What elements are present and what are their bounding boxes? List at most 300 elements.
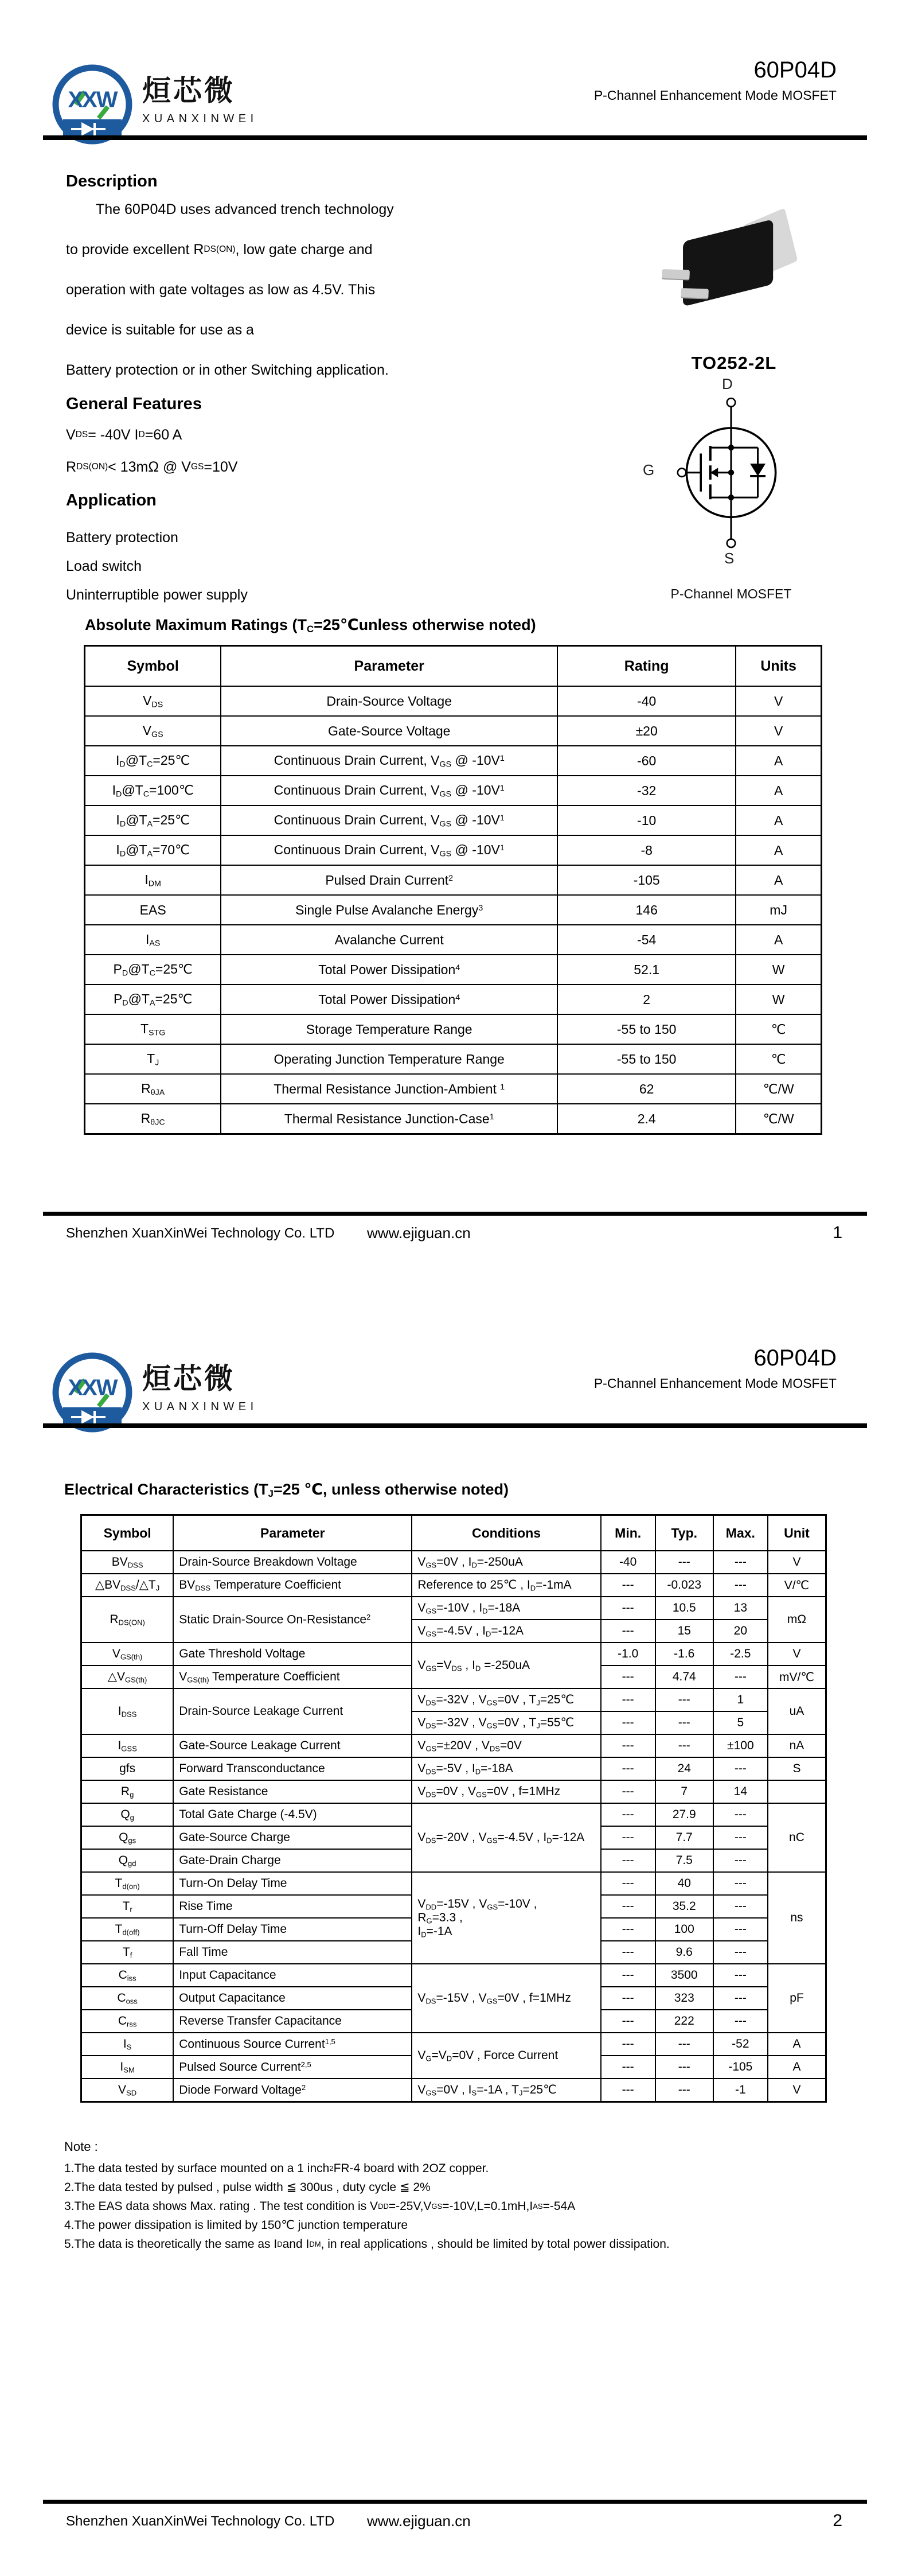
page-footer — [0, 2511, 910, 2534]
table-cell: ±100 — [713, 1734, 768, 1757]
table-row — [81, 1734, 826, 1757]
table-cell: $V_{GS}=V_{DS}$ , $I_D =-250uA$ — [412, 1643, 600, 1688]
page-number: 1 — [833, 1223, 842, 1242]
table-cell: 323 — [655, 1987, 713, 2010]
logo-xxw-text: XXW — [68, 87, 117, 112]
table-cell: EAS — [85, 895, 221, 925]
table-cell: --- — [713, 1987, 768, 2010]
table-cell: --- — [713, 1918, 768, 1941]
note-line: 3.The EAS data shows Max. rating . The test condition is V DD =-25V,V GS =-10V,L=0.1mH,I AS =-54A — [64, 2199, 576, 2213]
table-cell: --- — [601, 1574, 655, 1597]
table-cell: V/℃ — [768, 1574, 826, 1597]
electrical-characteristics-table — [80, 1514, 827, 2103]
table-cell: $R_{DS(ON)}$ — [81, 1597, 174, 1643]
table-cell: Reference to 25℃ , $I_D=-1mA$ — [412, 1574, 600, 1597]
table-cell: -1.6 — [655, 1643, 713, 1666]
table-cell: $I_{DM}$ — [85, 865, 221, 895]
table-cell: $V_{GS}$ — [85, 716, 221, 746]
description-line: operation with gate voltages as low as 4.5V. This — [66, 281, 376, 298]
table-cell: $Q_g$ — [81, 1803, 174, 1826]
table-row — [85, 985, 822, 1014]
table-cell: $P_D@T_C=25℃$ — [85, 955, 221, 985]
table-cell: 7 — [655, 1780, 713, 1803]
table-cell: --- — [655, 1711, 713, 1734]
table-cell: $I_D@T_A=70℃$ — [85, 835, 221, 865]
table-cell: --- — [601, 1620, 655, 1643]
table-cell: Reverse Transfer Capacitance — [173, 2010, 412, 2033]
header-part-block — [594, 1345, 837, 1391]
table-cell: pF — [768, 1964, 826, 2033]
table-cell: --- — [601, 2033, 655, 2056]
table-cell: Fall Time — [173, 1941, 412, 1964]
table-cell: 62 — [557, 1074, 736, 1104]
table-cell: Drain-Source Breakdown Voltage — [173, 1551, 412, 1574]
footer-website: www.ejiguan.cn — [367, 2512, 471, 2530]
table-cell: Total Power Dissipation$^4$ — [221, 955, 557, 985]
table-cell: --- — [601, 1803, 655, 1826]
table-cell: Gate Threshold Voltage — [173, 1643, 412, 1666]
table-row — [81, 1597, 826, 1620]
table-cell: 40 — [655, 1872, 713, 1895]
table-cell: A — [736, 746, 821, 776]
table-cell: Single Pulse Avalanche Energy$^3$ — [221, 895, 557, 925]
table-cell: ℃/W — [736, 1074, 821, 1104]
table-cell: $BV_{DSS}$ — [81, 1551, 174, 1574]
table-cell: --- — [713, 1964, 768, 1987]
application-item: Battery protection — [66, 529, 178, 546]
page-footer — [0, 1223, 910, 1246]
table-cell: A — [736, 865, 821, 895]
table-cell: -105 — [713, 2056, 768, 2079]
table-cell: $I_{SM}$ — [81, 2056, 174, 2079]
table-cell: Static Drain-Source On-Resistance$^2$ — [173, 1597, 412, 1643]
table-cell: Continuous Source Current$^{1,5}$ — [173, 2033, 412, 2056]
table-cell: -54 — [557, 925, 736, 955]
table-cell: Diode Forward Voltage$^2$ — [173, 2079, 412, 2102]
table-cell: Gate-Source Voltage — [221, 716, 557, 746]
table-row — [85, 1074, 822, 1104]
table-cell: $I_{GSS}$ — [81, 1734, 174, 1757]
table-cell: uA — [768, 1688, 826, 1734]
table-cell: Operating Junction Temperature Range — [221, 1044, 557, 1074]
table-cell: W — [736, 985, 821, 1014]
table-cell: --- — [601, 1666, 655, 1688]
table-cell: -1.0 — [601, 1643, 655, 1666]
table-cell: ns — [768, 1872, 826, 1964]
table-cell: $Q_{gd}$ — [81, 1849, 174, 1872]
datasheet-page-2 — [0, 1288, 910, 2576]
table-cell: -60 — [557, 746, 736, 776]
logo-xxw-text: XXW — [68, 1375, 117, 1400]
table-cell: 222 — [655, 2010, 713, 2033]
table-cell: 1 — [713, 1688, 768, 1711]
table-cell: -52 — [713, 2033, 768, 2056]
table-cell: --- — [655, 1551, 713, 1574]
table-cell: A — [768, 2056, 826, 2079]
description-line: Battery protection or in other Switching application. — [66, 361, 389, 378]
table-cell: $C_{rss}$ — [81, 2010, 174, 2033]
table-cell: Turn-Off Delay Time — [173, 1918, 412, 1941]
column-header: Unit — [768, 1515, 826, 1551]
table-cell: -32 — [557, 776, 736, 806]
table-cell: --- — [713, 1849, 768, 1872]
table-header-row — [85, 646, 822, 687]
table-row — [81, 2079, 826, 2102]
pin-label-drain: D — [722, 375, 733, 392]
application-heading: Application — [66, 491, 157, 509]
part-number: 60P04D — [753, 1345, 837, 1371]
table-row — [81, 1872, 826, 1895]
table-cell: --- — [601, 1987, 655, 2010]
column-header: Parameter — [221, 646, 557, 687]
table-cell: 3500 — [655, 1964, 713, 1987]
table-cell: 7.7 — [655, 1826, 713, 1849]
table-cell: Continuous Drain Current, $V_{GS}$ @ $-10V^1$ — [221, 806, 557, 835]
table-cell: Forward Transconductance — [173, 1757, 412, 1780]
table-cell: $\triangle BV_{DSS}/\triangle T_J$ — [81, 1574, 174, 1597]
table-cell: --- — [655, 2033, 713, 2056]
amr-table-title: Absolute Maximum Ratings ($T_C=25℃unless$ otherwise noted) — [85, 616, 536, 635]
table-cell: W — [736, 955, 821, 985]
table-cell: --- — [601, 1780, 655, 1803]
table-cell: --- — [601, 1941, 655, 1964]
table-cell: $C_{iss}$ — [81, 1964, 174, 1987]
table-cell: $Q_{gs}$ — [81, 1826, 174, 1849]
header-rule — [43, 1423, 867, 1428]
table-cell: mV/℃ — [768, 1666, 826, 1688]
note-line: 4.The power dissipation is limited by 150℃ junction temperature — [64, 2219, 408, 2232]
table-cell: $V_{DS}$ — [85, 686, 221, 716]
table-cell: 100 — [655, 1918, 713, 1941]
mosfet-schematic — [643, 375, 811, 579]
table-cell: Gate-Source Charge — [173, 1826, 412, 1849]
table-row — [81, 1643, 826, 1666]
table-cell: V — [736, 716, 821, 746]
table-cell: --- — [713, 1551, 768, 1574]
table-row — [85, 1014, 822, 1044]
table-cell: --- — [601, 1849, 655, 1872]
column-header: Conditions — [412, 1515, 600, 1551]
table-cell: Continuous Drain Current, $V_{GS}$ @ $-10V^1$ — [221, 835, 557, 865]
table-cell: $\triangle V_{GS(th)}$ — [81, 1666, 174, 1688]
table-cell: --- — [713, 1574, 768, 1597]
table-cell: 10.5 — [655, 1597, 713, 1620]
table-cell: $C_{oss}$ — [81, 1987, 174, 2010]
general-features-list — [66, 419, 237, 483]
table-cell: $V_{GS(th)}$ Temperature Coefficient — [173, 1666, 412, 1688]
table-cell: Gate-Source Leakage Current — [173, 1734, 412, 1757]
table-cell: $V_{GS}=0V$ , $I_D=-250uA$ — [412, 1551, 600, 1574]
logo-chinese-name: 烜芯微 — [142, 1363, 235, 1395]
notes-heading: Note : — [64, 2139, 98, 2154]
table-cell: -105 — [557, 865, 736, 895]
table-cell: --- — [601, 2079, 655, 2102]
table-cell: --- — [655, 1734, 713, 1757]
table-cell: --- — [601, 1688, 655, 1711]
table-cell: 13 — [713, 1597, 768, 1620]
absolute-maximum-ratings-table — [84, 645, 822, 1135]
table-cell: --- — [601, 1734, 655, 1757]
table-cell: $V_{GS(th)}$ — [81, 1643, 174, 1666]
description-paragraph — [66, 189, 394, 390]
table-cell: $I_D@T_C=100℃$ — [85, 776, 221, 806]
table-cell: --- — [601, 1964, 655, 1987]
table-cell: --- — [713, 1872, 768, 1895]
table-cell: --- — [713, 1941, 768, 1964]
table-cell: $V_{GS}=-4.5V$ , $I_D=-12A$ — [412, 1620, 600, 1643]
table-cell: nC — [768, 1803, 826, 1872]
column-header: Parameter — [173, 1515, 412, 1551]
table-cell: --- — [655, 2079, 713, 2102]
table-row — [81, 1688, 826, 1711]
table-cell: 35.2 — [655, 1895, 713, 1918]
table-row — [81, 1757, 826, 1780]
table-cell: --- — [601, 1757, 655, 1780]
table-row — [85, 925, 822, 955]
logo-chinese-name: 烜芯微 — [142, 75, 235, 107]
table-cell: $V_{DS}=-15V$ , $V_{GS}=0V$ , f=1MHz — [412, 1964, 600, 2033]
footer-rule — [43, 2500, 867, 2504]
table-cell: --- — [601, 1826, 655, 1849]
table-cell: 27.9 — [655, 1803, 713, 1826]
column-header: Symbol — [81, 1515, 174, 1551]
schematic-caption: P-Channel MOSFET — [670, 586, 792, 601]
table-row — [85, 686, 822, 716]
table-cell: --- — [713, 1666, 768, 1688]
table-cell: $I_{DSS}$ — [81, 1688, 174, 1734]
table-cell: 24 — [655, 1757, 713, 1780]
table-cell: 5 — [713, 1711, 768, 1734]
table-cell: $R_{\theta JA}$ — [85, 1074, 221, 1104]
table-cell: Storage Temperature Range — [221, 1014, 557, 1044]
table-cell: $BV_{DSS}$ Temperature Coefficient — [173, 1574, 412, 1597]
footer-rule — [43, 1212, 867, 1216]
table-cell: --- — [601, 1918, 655, 1941]
table-cell: $I_{AS}$ — [85, 925, 221, 955]
table-row — [85, 776, 822, 806]
table-cell: A — [736, 776, 821, 806]
table-row — [85, 895, 822, 925]
table-cell: $T_r$ — [81, 1895, 174, 1918]
table-cell: -8 — [557, 835, 736, 865]
table-cell: --- — [601, 1872, 655, 1895]
table-cell: $I_D@T_A=25℃$ — [85, 806, 221, 835]
notes-list — [64, 2159, 670, 2254]
table-cell: --- — [655, 1688, 713, 1711]
description-line: The 60P04D uses advanced trench technology — [96, 201, 394, 217]
table-cell: -10 — [557, 806, 736, 835]
table-cell: ℃ — [736, 1044, 821, 1074]
column-header: Units — [736, 646, 821, 687]
page-number: 2 — [833, 2511, 842, 2530]
table-row — [85, 835, 822, 865]
logo-english-name: XUANXINWEI — [142, 112, 258, 125]
table-cell: A — [768, 2033, 826, 2056]
table-cell: --- — [713, 1803, 768, 1826]
table-cell: -40 — [557, 686, 736, 716]
table-row — [85, 716, 822, 746]
table-row — [85, 1104, 822, 1134]
part-subtitle: P-Channel Enhancement Mode MOSFET — [593, 88, 837, 103]
table-row — [81, 1574, 826, 1597]
table-cell: V — [736, 686, 821, 716]
table-cell: $V_{DS}=-20V$ , $V_{GS}=-4.5V$ , $I_D=-12A$ — [412, 1803, 600, 1872]
logo-wordmark — [142, 1356, 258, 1414]
package-photo — [657, 204, 817, 341]
table-row — [85, 806, 822, 835]
pin-label-source: S — [724, 550, 735, 567]
table-row — [81, 2033, 826, 2056]
table-cell: 4.74 — [655, 1666, 713, 1688]
table-cell: $V_{GS}=-10V$ , $I_D=-18A$ — [412, 1597, 600, 1620]
table-cell: $V_{DS}=-32V$ , $V_{GS}=0V$ , $T_J=25℃$ — [412, 1688, 600, 1711]
table-cell: 2.4 — [557, 1104, 736, 1134]
header-part-block — [594, 57, 837, 103]
application-list — [66, 523, 248, 609]
table-row — [81, 1803, 826, 1826]
table-cell: Total Power Dissipation$^4$ — [221, 985, 557, 1014]
table-cell: $V_{DS}=0V$ , $V_{GS}=0V$ , f=1MHz — [412, 1780, 600, 1803]
table-cell: ±20 — [557, 716, 736, 746]
package-lead — [662, 269, 690, 279]
feature-line: R DS(ON) < 13mΩ @ V GS =10V — [66, 458, 238, 475]
table-cell: --- — [713, 1826, 768, 1849]
table-cell: Continuous Drain Current, $V_{GS}$ @ $-10V^1$ — [221, 746, 557, 776]
table-cell: gfs — [81, 1757, 174, 1780]
table-cell: S — [768, 1757, 826, 1780]
package-lead — [681, 288, 709, 298]
table-cell: Continuous Drain Current, $V_{GS}$ @ $-10V^1$ — [221, 776, 557, 806]
table-cell: nA — [768, 1734, 826, 1757]
table-cell: mJ — [736, 895, 821, 925]
feature-line: V DS = -40V I D =60 A — [66, 426, 182, 443]
table-cell: $V_{GS}=\pm 20V$ , $V_{DS}=0V$ — [412, 1734, 600, 1757]
footer-company: Shenzhen XuanXinWei Technology Co. LTD — [66, 1225, 335, 1241]
table-cell: A — [736, 806, 821, 835]
table-cell: Input Capacitance — [173, 1964, 412, 1987]
table-cell: A — [736, 835, 821, 865]
table-row — [81, 1780, 826, 1803]
table-cell: -1 — [713, 2079, 768, 2102]
table-cell: Avalanche Current — [221, 925, 557, 955]
application-item: Load switch — [66, 558, 142, 574]
table-cell: Pulsed Source Current$^{2,5}$ — [173, 2056, 412, 2079]
table-row — [81, 1964, 826, 1987]
table-cell: Gate-Drain Charge — [173, 1849, 412, 1872]
table-cell: A — [736, 925, 821, 955]
table-cell: -55 to 150 — [557, 1014, 736, 1044]
table-cell: $V_{DS}=-5V$ , $I_D=-18A$ — [412, 1757, 600, 1780]
table-cell: $V_{DD}=-15V$ , $V_{GS}=-10V$ , $R_G=3.3$ , $I_D=-1A$ — [412, 1872, 600, 1964]
table-cell: Thermal Resistance Junction-Ambient $^1$ — [221, 1074, 557, 1104]
table-row — [85, 1044, 822, 1074]
table-row — [85, 865, 822, 895]
table-cell: Turn-On Delay Time — [173, 1872, 412, 1895]
table-cell: 2 — [557, 985, 736, 1014]
table-cell: 146 — [557, 895, 736, 925]
table-cell — [768, 1780, 826, 1803]
table-cell: Drain-Source Voltage — [221, 686, 557, 716]
table-cell: -0.023 — [655, 1574, 713, 1597]
table-cell: --- — [713, 1895, 768, 1918]
application-item: Uninterruptible power supply — [66, 586, 248, 603]
package-name: TO252-2L — [691, 353, 777, 373]
table-cell: --- — [713, 1757, 768, 1780]
logo-wordmark — [142, 68, 258, 126]
table-cell: $T_J$ — [85, 1044, 221, 1074]
table-cell: 15 — [655, 1620, 713, 1643]
footer-company: Shenzhen XuanXinWei Technology Co. LTD — [66, 2513, 335, 2529]
table-cell: 14 — [713, 1780, 768, 1803]
table-cell: Pulsed Drain Current$^2$ — [221, 865, 557, 895]
column-header: Min. — [601, 1515, 655, 1551]
table-cell: $T_{d(off)}$ — [81, 1918, 174, 1941]
table-row — [85, 746, 822, 776]
table-cell: 7.5 — [655, 1849, 713, 1872]
table-cell: $V_G=V_D=0V$ , Force Current — [412, 2033, 600, 2079]
table-cell: --- — [601, 2010, 655, 2033]
column-header: Rating — [557, 646, 736, 687]
pin-label-gate: G — [643, 461, 655, 478]
table-cell: Output Capacitance — [173, 1987, 412, 2010]
table-cell: $T_f$ — [81, 1941, 174, 1964]
footer-website: www.ejiguan.cn — [367, 1224, 471, 1242]
column-header: Typ. — [655, 1515, 713, 1551]
table-cell: --- — [713, 2010, 768, 2033]
table-cell: $R_{\theta JC}$ — [85, 1104, 221, 1134]
table-cell: mΩ — [768, 1597, 826, 1643]
table-cell: --- — [655, 2056, 713, 2079]
table-cell: $I_D@T_C=25℃$ — [85, 746, 221, 776]
table-cell: --- — [601, 1895, 655, 1918]
table-cell: $P_D@T_A=25℃$ — [85, 985, 221, 1014]
note-line: 2.The data tested by pulsed , pulse width ≦ 300us , duty cycle ≦ 2% — [64, 2181, 431, 2194]
logo-english-name: XUANXINWEI — [142, 1400, 258, 1413]
table-cell: $V_{DS}=-32V$ , $V_{GS}=0V$ , $T_J=55℃$ — [412, 1711, 600, 1734]
table-cell: V — [768, 2079, 826, 2102]
table-cell: --- — [601, 1711, 655, 1734]
table-cell: -40 — [601, 1551, 655, 1574]
table-cell: ℃ — [736, 1014, 821, 1044]
description-heading: Description — [66, 172, 158, 190]
table-cell: $T_{d(on)}$ — [81, 1872, 174, 1895]
table-cell: V — [768, 1643, 826, 1666]
table-cell: V — [768, 1551, 826, 1574]
table-cell: Gate Resistance — [173, 1780, 412, 1803]
table-cell: $V_{GS}=0V$ , $I_S=-1A$ , $T_J=25℃$ — [412, 2079, 600, 2102]
table-cell: --- — [601, 2056, 655, 2079]
table-cell: $T_{STG}$ — [85, 1014, 221, 1044]
table-cell: $V_{SD}$ — [81, 2079, 174, 2102]
column-header: Max. — [713, 1515, 768, 1551]
table-cell: Drain-Source Leakage Current — [173, 1688, 412, 1734]
column-header: Symbol — [85, 646, 221, 687]
table-row — [85, 955, 822, 985]
table-cell: 20 — [713, 1620, 768, 1643]
part-subtitle: P-Channel Enhancement Mode MOSFET — [593, 1376, 837, 1391]
table-cell: -55 to 150 — [557, 1044, 736, 1074]
note-line: 1.The data tested by surface mounted on a 1 inch 2 FR-4 board with 2OZ copper. — [64, 2161, 489, 2175]
table-cell: Rise Time — [173, 1895, 412, 1918]
table-cell: ℃/W — [736, 1104, 821, 1134]
header-rule — [43, 135, 867, 140]
description-line: to provide excellent R DS(ON) , low gate charge and — [66, 241, 373, 258]
table-cell: -2.5 — [713, 1643, 768, 1666]
ec-table-title: Electrical Characteristics ($T_J=25$ ℃, unless otherwise noted) — [64, 1481, 509, 1500]
table-cell: $R_g$ — [81, 1780, 174, 1803]
table-cell: Total Gate Charge (-4.5V) — [173, 1803, 412, 1826]
table-cell: $I_S$ — [81, 2033, 174, 2056]
